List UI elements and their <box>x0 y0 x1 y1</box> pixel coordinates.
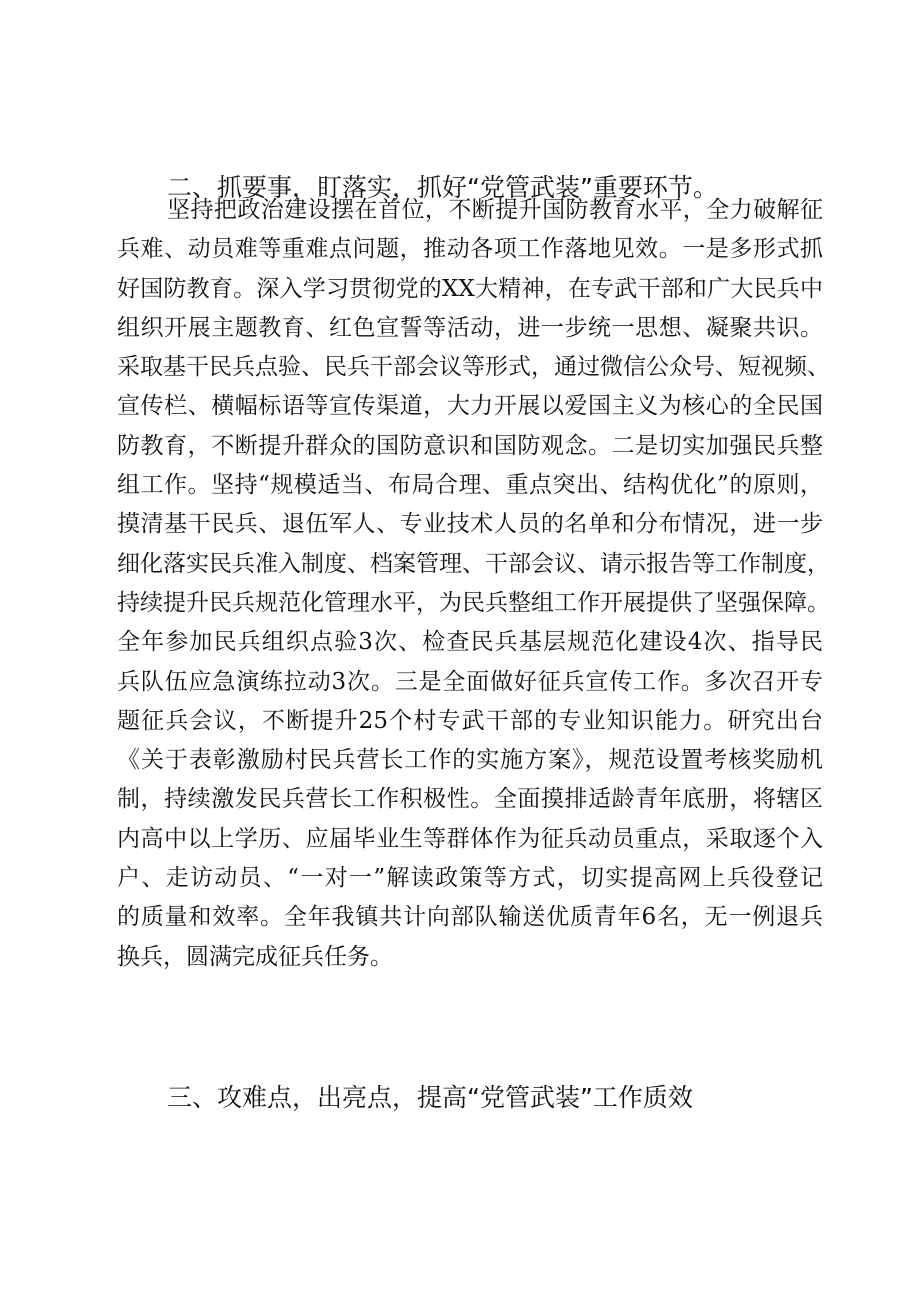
paragraph-line: 全年参加民兵组织点验3次、检查民兵基层规范化建设4次、指导民 <box>117 629 823 656</box>
paragraph-line: 兵队伍应急演练拉动3次。三是全面做好征兵宣传工作。多次召开专 <box>117 668 823 695</box>
paragraph-line: 细化落实民兵准入制度、档案管理、干部会议、请示报告等工作制度， <box>117 550 830 577</box>
paragraph-line: 防教育，不断提升群众的国防意识和国防观念。二是切实加强民兵整 <box>117 432 823 459</box>
paragraph-line: 好国防教育。深入学习贯彻党的XX大精神，在专武干部和广大民兵中 <box>117 275 823 302</box>
paragraph-line: 组织开展主题教育、红色宣誓等活动，进一步统一思想、凝聚共识。 <box>117 314 823 341</box>
paragraph-line: 制，持续激发民兵营长工作积极性。全面摸排适龄青年底册，将辖区 <box>117 786 823 813</box>
paragraph-line: 坚持把政治建设摆在首位，不断提升国防教育水平，全力破解征 <box>167 197 823 223</box>
paragraph-line: 《关于表彰激励村民兵营长工作的实施方案》，规范设置考核奖励机 <box>117 747 823 774</box>
paragraph-line: 内高中以上学历、应届毕业生等群体作为征兵动员重点，采取逐个入 <box>117 825 823 852</box>
paragraph-line: 摸清基干民兵、退伍军人、专业技术人员的名单和分布情况，进一步 <box>117 511 823 538</box>
section-2-paragraph <box>117 191 830 977</box>
paragraph-line: 题征兵会议，不断提升25个村专武干部的专业知识能力。研究出台 <box>117 707 823 734</box>
paragraph-line: 兵难、动员难等重难点问题，推动各项工作落地见效。一是多形式抓 <box>117 236 823 263</box>
paragraph-line: 宣传栏、横幅标语等宣传渠道，大力开展以爱国主义为核心的全民国 <box>117 393 823 420</box>
paragraph-line: 采取基干民兵点验、民兵干部会议等形式，通过微信公众号、短视频、 <box>117 354 830 381</box>
paragraph-line: 组工作。坚持“规模适当、布局合理、重点突出、结构优化”的原则， <box>117 472 823 499</box>
paragraph-line: 户、走访动员、“一对一”解读政策等方式，切实提高网上兵役登记 <box>117 865 823 892</box>
paragraph-line: 换兵，圆满完成征兵任务。 <box>117 943 393 970</box>
paragraph-line: 的质量和效率。全年我镇共计向部队输送优质青年6名，无一例退兵 <box>117 904 823 931</box>
section-heading-2: 二、抓要事，盯落实，抓好“党管武装”重要环节。 <box>167 173 718 202</box>
paragraph-line: 持续提升民兵规范化管理水平，为民兵整组工作开展提供了坚强保障。 <box>117 589 830 616</box>
section-heading-3: 三、攻难点，出亮点，提高“党管武装”工作质效 <box>167 1083 693 1112</box>
